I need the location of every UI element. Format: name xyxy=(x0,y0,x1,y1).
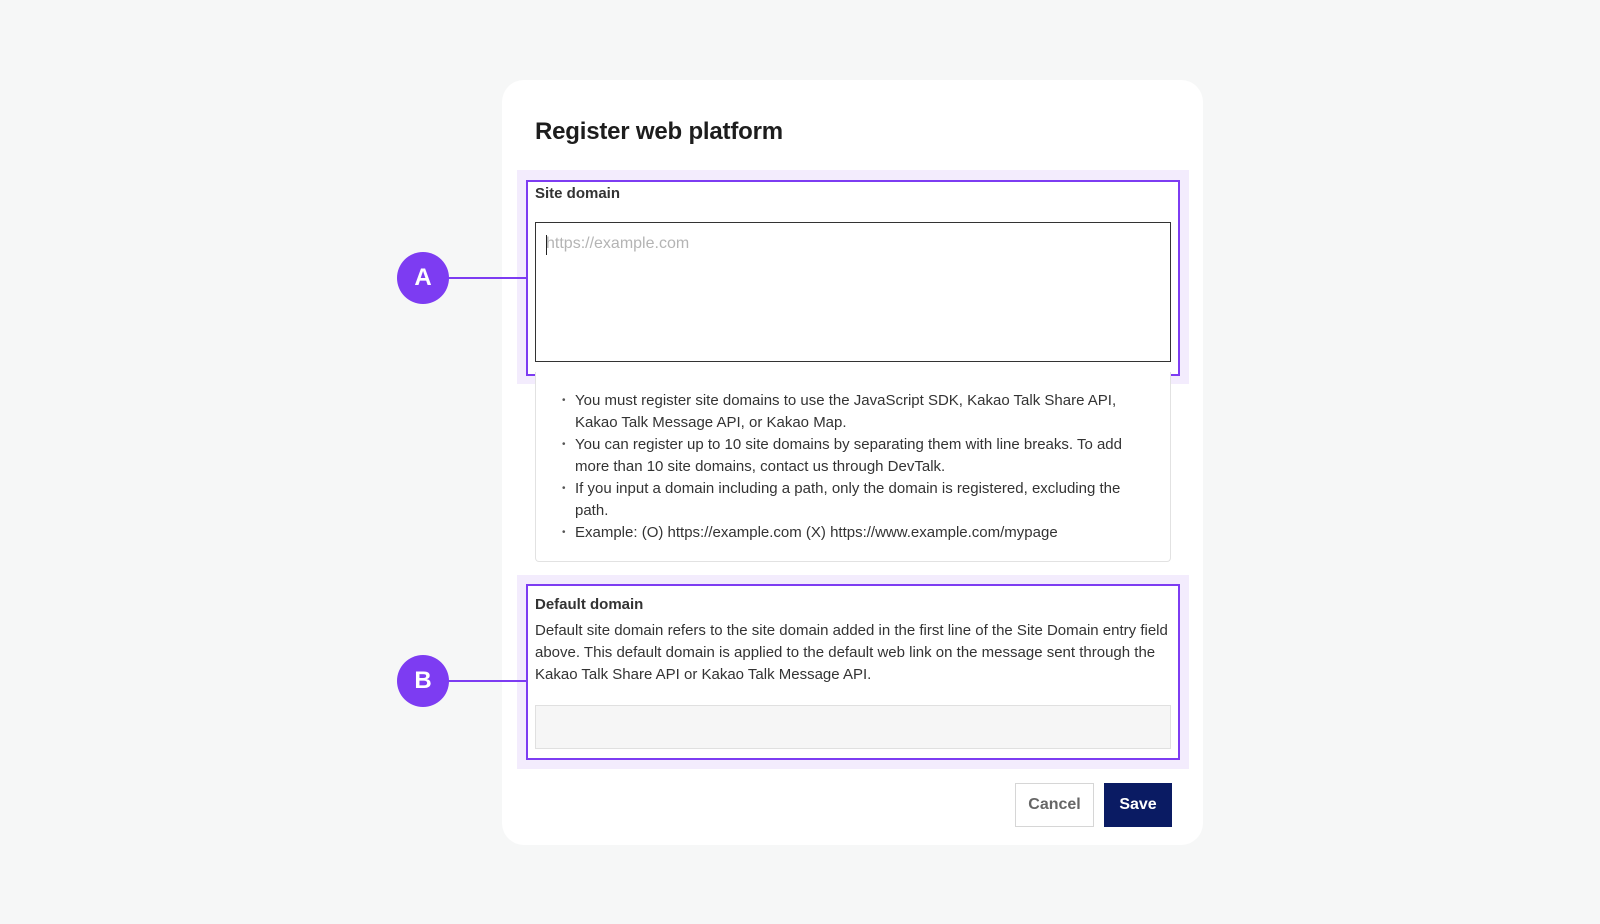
save-button[interactable]: Save xyxy=(1104,783,1172,827)
help-item-limit: • You can register up to 10 site domains by separating them with line breaks. To add more than 10 site domains, contact us through DevTalk. xyxy=(562,434,1157,478)
callout-b-badge: B xyxy=(397,655,449,707)
default-domain-field xyxy=(535,705,1171,749)
site-domain-help-list xyxy=(562,390,1157,544)
help-item-path: • If you input a domain including a path, only the domain is registered, excluding the path. xyxy=(562,478,1157,522)
default-domain-description: Default site domain refers to the site domain added in the first line of the Site Domain entry field above. This default domain is applied to the default web link on the message sent through the Kakao Talk Share API or Kakao Talk Message API. xyxy=(535,622,1168,683)
callout-b-line xyxy=(448,680,528,682)
help-item-example: • Example: (O) https://example.com (X) https://www.example.com/mypage xyxy=(562,522,1157,544)
default-domain-label: Default domain xyxy=(535,596,644,613)
callout-a-badge: A xyxy=(397,252,449,304)
help-item-sdk: • You must register site domains to use the JavaScript SDK, Kakao Talk Share API, Kakao Talk Message API, or Kakao Map. xyxy=(562,390,1157,434)
dialog-title: Register web platform xyxy=(535,118,783,145)
site-domain-label: Site domain xyxy=(535,185,621,202)
cancel-button[interactable]: Cancel xyxy=(1015,783,1094,827)
callout-a-line xyxy=(448,277,528,279)
site-domain-input[interactable] xyxy=(535,222,1171,362)
text-caret xyxy=(546,235,547,255)
